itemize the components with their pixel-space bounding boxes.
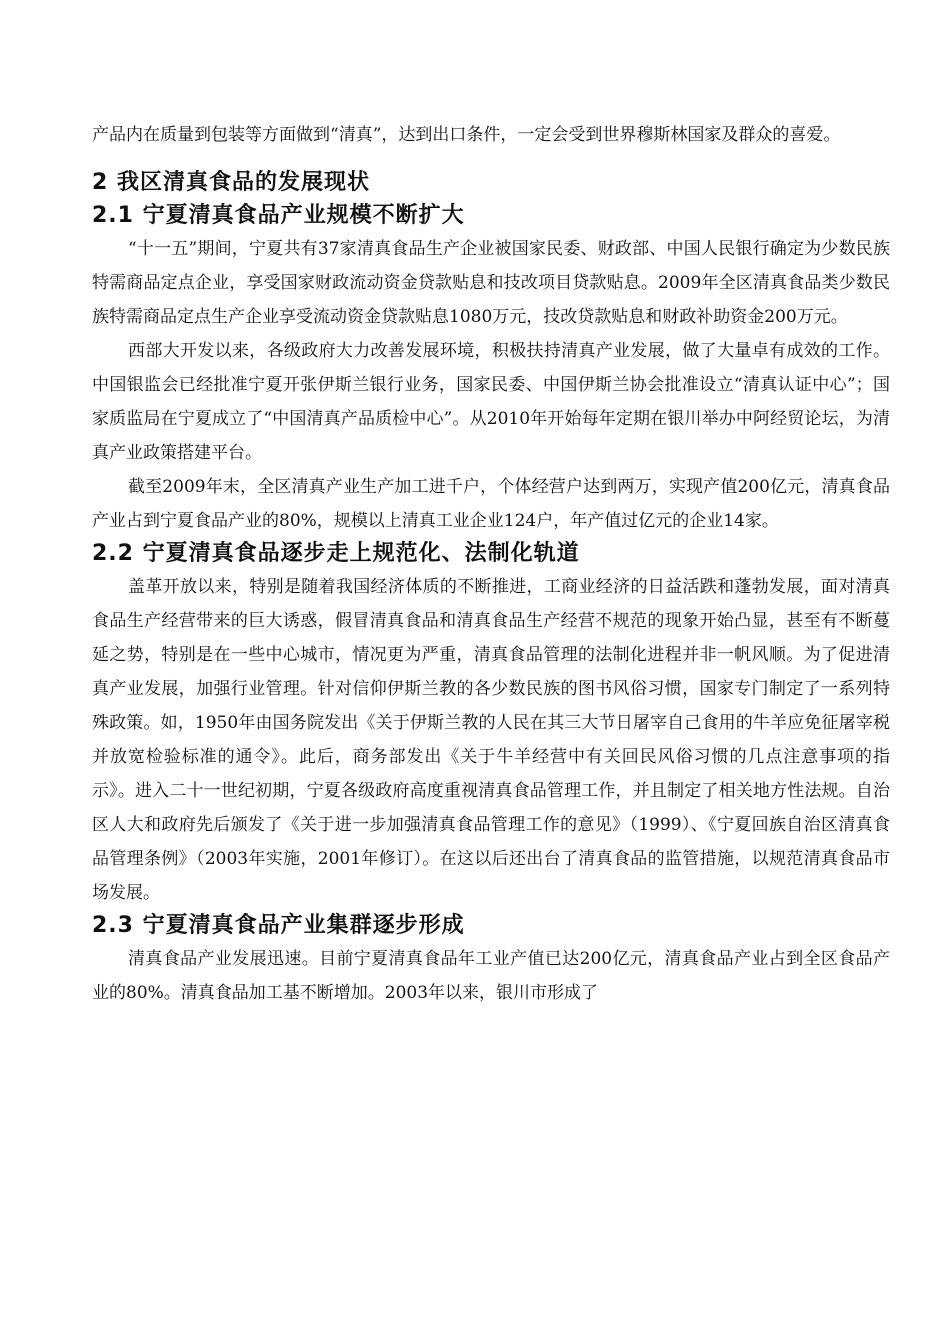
document-body <box>92 118 890 1010</box>
subsection-heading-2-1: 2.1 宁夏清真食品产业规模不断扩大 <box>92 203 465 228</box>
intro-paragraph: 产品内在质量到包装等方面做到“清真”，达到出口条件，一定会受到世界穆斯林国家及群众的喜爱。 <box>92 125 841 145</box>
section-heading: 2 我区清真食品的发展现状 <box>92 170 370 195</box>
subsection-heading-2-2: 2.2 宁夏清真食品逐步走上规范化、法制化轨道 <box>92 541 580 566</box>
body-paragraph: 截至2009年末，全区清真产业生产加工进千户，个体经营户达到两万，实现产值200亿元，清真食品产业占到宁夏食品产业的80%，规模以上清真工业企业124户，年产值过亿元的企业14家。 <box>92 477 890 531</box>
body-paragraph: “十一五”期间，宁夏共有37家清真食品生产企业被国家民委、财政部、中国人民银行确定为少数民族特需商品定点企业，享受国家财政流动资金贷款贴息和技改项目贷款贴息。2009年全区清真食品类少数民族特需商品定点生产企业享受流动资金贷款贴息1080万元，技改贷款贴息和财政补助资金200万元。 <box>92 239 890 327</box>
body-paragraph: 盖革开放以来，特别是随着我国经济体质的不断推进，工商业经济的日益活跌和蓬勃发展，面对清真食品生产经营带来的巨大诱惑，假冒清真食品和清真食品生产经营不规范的现象开始凸显，甚至有不断蔓延之势，特别是在一些中心城市，情况更为严重，清真食品管理的法制化进程并非一帆风顺。为了促进清真产业发展，加强行业管理。针对信仰伊斯兰教的各少数民族的图书风俗习惯，国家专门制定了一系列特殊政策。如，1950年由国务院发出《关于伊斯兰教的人民在其三大节日屠宰自己食用的牛羊应免征屠宰税并放宽检验标准的通令》。此后，商务部发出《关于牛羊经营中有关回民风俗习惯的几点注意事项的指示》。进入二十一世纪初期，宁夏各级政府高度重视清真食品管理工作，并且制定了相关地方性法规。自治区人大和政府先后颁发了《关于进一步加强清真食品管理工作的意见》（1999）、《宁夏回族自治区清真食品管理条例》（2003年实施，2001年修订）。在这以后还出台了清真食品的监管措施，以规范清真食品市场发展。 <box>92 577 890 903</box>
subsection-heading-2-3: 2.3 宁夏清真食品产业集群逐步形成 <box>92 913 465 938</box>
body-paragraph: 西部大开发以来，各级政府大力改善发展环境，积极扶持清真产业发展，做了大量卓有成效的工作。中国银监会已经批准宁夏开张伊斯兰银行业务，国家民委、中国伊斯兰协会批准设立“清真认证中心”；国家质监局在宁夏成立了“中国清真产品质检中心”。从2010年开始每年定期在银川举办中阿经贸论坛，为清真产业政策搭建平台。 <box>92 341 890 463</box>
body-paragraph: 清真食品产业发展迅速。目前宁夏清真食品年工业产值已达200亿元，清真食品产业占到全区食品产业的80%。清真食品加工基不断增加。2003年以来，银川市形成了 <box>92 949 890 1003</box>
